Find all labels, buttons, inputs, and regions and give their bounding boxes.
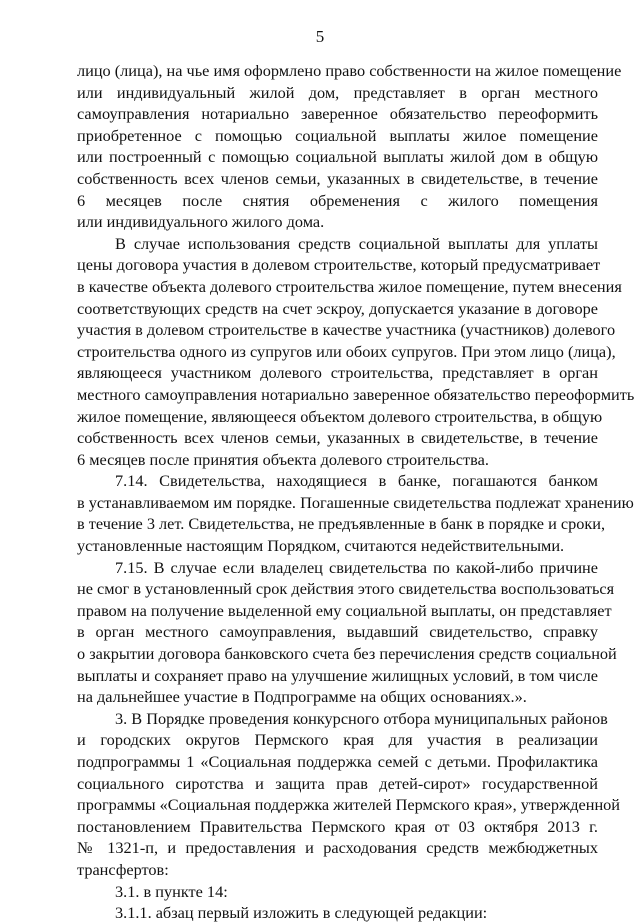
text-line: 3. В Порядке проведения конкурсного отбора муниципальных районов (115, 708, 608, 728)
text-line: соответствующих средств на счет эскроу, допускается указание в договоре (77, 298, 598, 318)
text-line: или индивидуальный жилой дом, представляет в орган местного (77, 82, 598, 102)
text-line: приобретенное с помощью социальной выплаты жилое помещение (77, 125, 598, 145)
paragraph (77, 708, 621, 881)
text-line: собственность всех членов семьи, указанных в свидетельстве, в течение (77, 168, 598, 188)
text-line: 6 месяцев после снятия обременения с жилого помещения (77, 190, 598, 210)
text-line: о закрытии договора банковского счета без перечисления средств социальной (77, 644, 617, 664)
text-line: подпрограммы 1 «Социальная поддержка семей с детьми. Профилактика (77, 752, 598, 771)
text-line: выплаты и сохраняет право на улучшение жилищных условий, в том числе (77, 665, 598, 685)
text-line: трансфертов: (77, 859, 169, 879)
page-number: 5 (315, 27, 325, 46)
paragraph (77, 470, 634, 556)
text-line: 7.15. В случае если владелец свидетельства по какой-либо причине (115, 557, 598, 577)
text-line: строительства одного из супругов или обоих супругов. При этом лицо (лица), (77, 341, 616, 361)
text-line: лицо (лица), на чье имя оформлено право собственности на жилое помещение (77, 61, 622, 80)
text-line: местного самоуправления нотариально заверенное обязательство переоформить (77, 384, 635, 404)
document-body (77, 60, 635, 924)
text-line: в устанавливаемом им порядке. Погашенные свидетельства подлежат хранению (77, 492, 634, 512)
text-line: программы «Социальная поддержка жителей Пермского края», утвержденной (77, 795, 621, 815)
text-line: или индивидуального жилого дома. (77, 212, 325, 232)
text-line: 7.14. Свидетельства, находящиеся в банке, погашаются банком (115, 471, 598, 491)
text-line: и городских округов Пермского края для участия в реализации (77, 730, 598, 750)
text-line: собственность всех членов семьи, указанных в свидетельстве, в течение (77, 428, 598, 448)
text-line: установленные настоящим Порядком, считаются недействительными. (77, 536, 565, 556)
text-line: или построенный с помощью социальной выплаты жилой дом в общую (77, 147, 598, 167)
text-line: в качестве объекта долевого строительства жилое помещение, путем внесения (77, 276, 622, 296)
text-line: являющееся участником долевого строительства, представляет в орган (77, 363, 598, 383)
text-line: 6 месяцев после принятия объекта долевого строительства. (77, 449, 489, 469)
text-line: В случае использования средств социальной выплаты для уплаты (115, 233, 598, 253)
text-line: самоуправления нотариально заверенное обязательство переоформить (77, 104, 598, 124)
text-line: 3.1.1. абзац первый изложить в следующей редакции: (115, 903, 488, 923)
paragraph (77, 557, 617, 708)
paragraph (77, 60, 622, 233)
text-line: в орган местного самоуправления, выдавший свидетельство, справку (77, 622, 598, 642)
paragraph (77, 233, 635, 471)
text-line: участия в долевом строительстве в качестве участника (участников) долевого (77, 320, 616, 340)
paragraph (77, 881, 598, 903)
text-line: постановлением Правительства Пермского края от 03 октября 2013 г. (77, 816, 598, 836)
text-line: № 1321-п, и предоставления и расходования средств межбюджетных (77, 838, 598, 858)
text-line: не смог в установленный срок действия этого свидетельства воспользоваться (77, 579, 615, 599)
text-line: правом на получение выделенной ему социальной выплаты, он представляет (77, 600, 612, 620)
text-line: социального сиротства и защита прав детей-сирот» государственной (77, 773, 598, 793)
paragraph (77, 902, 598, 924)
text-line: в течение 3 лет. Свидетельства, не предъявленные в банк в порядке и сроки, (77, 514, 606, 534)
text-line: 3.1. в пункте 14: (115, 881, 228, 901)
text-line: на дальнейшее участие в Подпрограмме на общих основаниях.». (77, 687, 527, 707)
text-line: цены договора участия в долевом строительстве, который предусматривает (77, 255, 601, 275)
text-line: жилое помещение, являющееся объектом долевого строительства, в общую (77, 406, 603, 426)
